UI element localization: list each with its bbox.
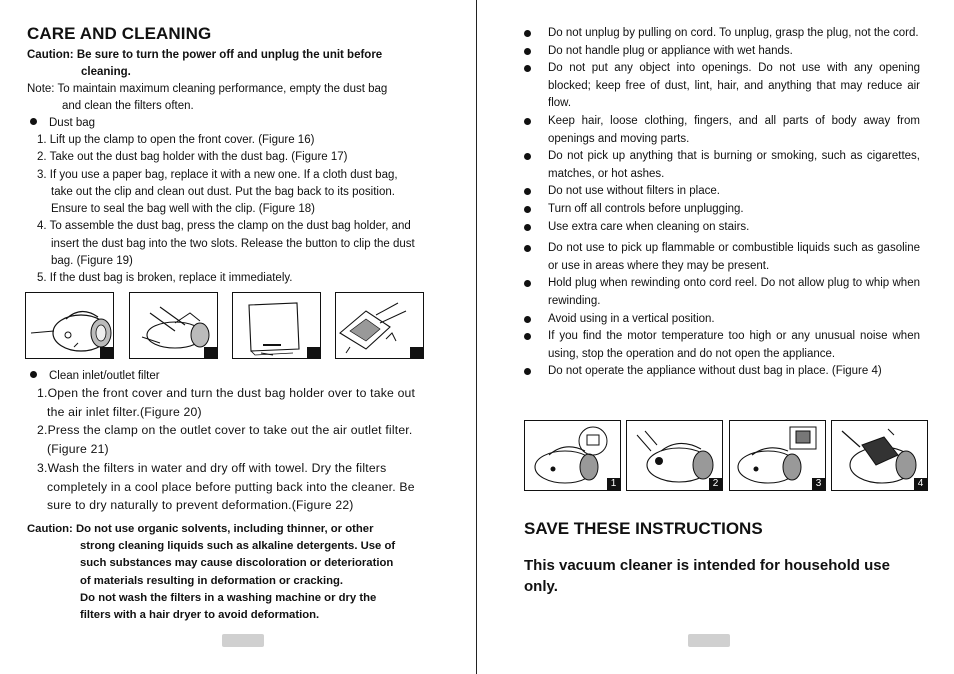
caution-line: Do not use organic solvents, including thinner, or other bbox=[75, 523, 374, 535]
dust-bag-steps bbox=[37, 132, 417, 288]
list-item: Hold plug when rewinding onto cord reel. Do not allow plug to whip when rewinding. bbox=[524, 275, 920, 310]
bullet-icon bbox=[524, 368, 531, 375]
list-item: Do not unplug by pulling on cord. To unplug, grasp the plug, not the cord. bbox=[524, 25, 920, 43]
list-item: Use extra care when cleaning on stairs. bbox=[524, 219, 920, 237]
page-number-placeholder bbox=[688, 634, 730, 647]
figure-2-illustration bbox=[626, 420, 723, 491]
bullet-icon bbox=[524, 65, 531, 72]
figure-number: 1 bbox=[607, 478, 620, 490]
list-item: Do not operate the appliance without dust bag in place. (Figure 4) bbox=[524, 363, 920, 381]
dust-bag-heading-text: Dust bag bbox=[49, 117, 96, 129]
list-item: Turn off all controls before unplugging. bbox=[524, 201, 920, 219]
filter-heading bbox=[30, 368, 160, 385]
list-item: Do not handle plug or appliance with wet hands. bbox=[524, 43, 920, 61]
caution-line: filters with a hair dryer to avoid deformation. bbox=[80, 609, 320, 622]
bullet-icon bbox=[524, 118, 531, 125]
list-item: 3.Wash the filters in water and dry off with towel. Dry the filters completely in a cool place before putting back into the cleaner. Be sure to dry naturally to prevent deformation.(Figure 22) bbox=[37, 460, 415, 513]
save-instructions-heading: SAVE THESE INSTRUCTIONS bbox=[524, 519, 763, 538]
bullet-icon bbox=[524, 153, 531, 160]
page-number-placeholder bbox=[222, 634, 264, 647]
figure-number: 4 bbox=[914, 478, 927, 490]
list-item: 1.Open the front cover and turn the dust bag holder over to take out the air inlet filter.(Figure 20) bbox=[37, 386, 416, 419]
list-item: 2.Press the clamp on the outlet cover to take out the air outlet filter. (Figure 21) bbox=[37, 423, 413, 457]
caution-line: strong cleaning liquids such as alkaline detergents. Use of bbox=[80, 540, 396, 553]
list-item: 2. Take out the dust bag holder with the dust bag. (Figure 17) bbox=[37, 151, 348, 164]
bullet-icon bbox=[524, 30, 531, 37]
list-item: 3. If you use a paper bag, replace it with a new one. If a cloth dust bag, take out the clip and clean out dust. Put the bag back to its position. Ensure to seal the bag well with the clip. (Figure 18) bbox=[37, 168, 398, 216]
power-caution bbox=[27, 47, 422, 81]
list-item: Do not put any object into openings. Do not use with any opening blocked; keep free of dust, lint, hair, and anything that may reduce air flow. bbox=[524, 60, 920, 113]
vacuum-figures bbox=[524, 420, 928, 492]
figure-number: 2 bbox=[709, 478, 722, 490]
caution-label: Caution: bbox=[27, 523, 73, 535]
caution-line: such substances may cause discoloration or deterioration bbox=[80, 557, 394, 570]
bullet-icon bbox=[524, 48, 531, 55]
filter-heading-text: Clean inlet/outlet filter bbox=[49, 370, 160, 382]
list-item: Keep hair, loose clothing, fingers, and all parts of body away from openings and moving parts. bbox=[524, 113, 920, 148]
maintenance-note bbox=[27, 81, 422, 115]
list-item: Do not use to pick up flammable or combustible liquids such as gasoline or use in areas where they may be present. bbox=[524, 240, 920, 275]
bullet-icon bbox=[524, 333, 531, 340]
figure-17-illustration bbox=[129, 292, 218, 359]
bullet-icon bbox=[524, 206, 531, 213]
right-page bbox=[478, 0, 954, 674]
figure-16-illustration bbox=[25, 292, 114, 359]
bullet-icon bbox=[30, 371, 37, 378]
bullet-icon bbox=[524, 316, 531, 323]
list-item: 1. Lift up the clamp to open the front cover. (Figure 16) bbox=[37, 134, 315, 146]
figure-marker bbox=[307, 347, 320, 358]
figure-19-illustration bbox=[335, 292, 424, 359]
list-item: 5. If the dust bag is broken, replace it immediately. bbox=[37, 272, 293, 285]
figure-18-illustration bbox=[232, 292, 321, 359]
filter-steps bbox=[37, 384, 427, 515]
note-line1: Note: To maintain maximum cleaning performance, empty the dust bag bbox=[27, 83, 388, 95]
power-caution-line1: Caution: Be sure to turn the power off and unplug the unit before bbox=[27, 49, 383, 61]
list-item: 4. To assemble the dust bag, press the clamp on the dust bag holder, and insert the dust bag into the two slots. Release the button to clip the dust bag. (Figure 19) bbox=[37, 220, 415, 268]
bullet-icon bbox=[524, 280, 531, 287]
list-item: Avoid using in a vertical position. bbox=[524, 311, 920, 329]
figure-1-illustration bbox=[524, 420, 621, 491]
list-item: Do not use without filters in place. bbox=[524, 183, 920, 201]
bullet-icon bbox=[524, 188, 531, 195]
figure-number: 3 bbox=[812, 478, 825, 490]
dust-bag-heading bbox=[30, 115, 95, 132]
caution-line: of materials resulting in deformation or cracking. bbox=[80, 574, 344, 587]
note-line2: and clean the filters often. bbox=[62, 100, 194, 112]
bullet-icon bbox=[524, 224, 531, 231]
figure-3-illustration bbox=[729, 420, 826, 491]
household-use-note: This vacuum cleaner is intended for household use only. bbox=[524, 557, 890, 595]
power-caution-line2: cleaning. bbox=[81, 66, 131, 78]
safety-warnings bbox=[524, 25, 920, 381]
figure-4-illustration bbox=[831, 420, 928, 491]
figure-marker bbox=[204, 347, 217, 358]
list-item: Do not pick up anything that is burning or smoking, such as cigarettes, matches, or hot ashes. bbox=[524, 148, 920, 183]
figure-marker bbox=[410, 347, 423, 358]
page-divider bbox=[476, 0, 477, 674]
bullet-icon bbox=[524, 245, 531, 252]
caution-line: Do not wash the filters in a washing machine or dry the bbox=[80, 591, 377, 604]
bullet-icon bbox=[30, 118, 37, 125]
list-item: If you find the motor temperature too high or any unusual noise when using, stop the operation and do not open the appliance. bbox=[524, 328, 920, 363]
section-title: CARE AND CLEANING bbox=[27, 24, 212, 43]
figure-marker bbox=[100, 347, 113, 358]
solvent-caution bbox=[27, 521, 427, 624]
left-page bbox=[0, 0, 476, 674]
dust-bag-figures bbox=[25, 292, 425, 360]
